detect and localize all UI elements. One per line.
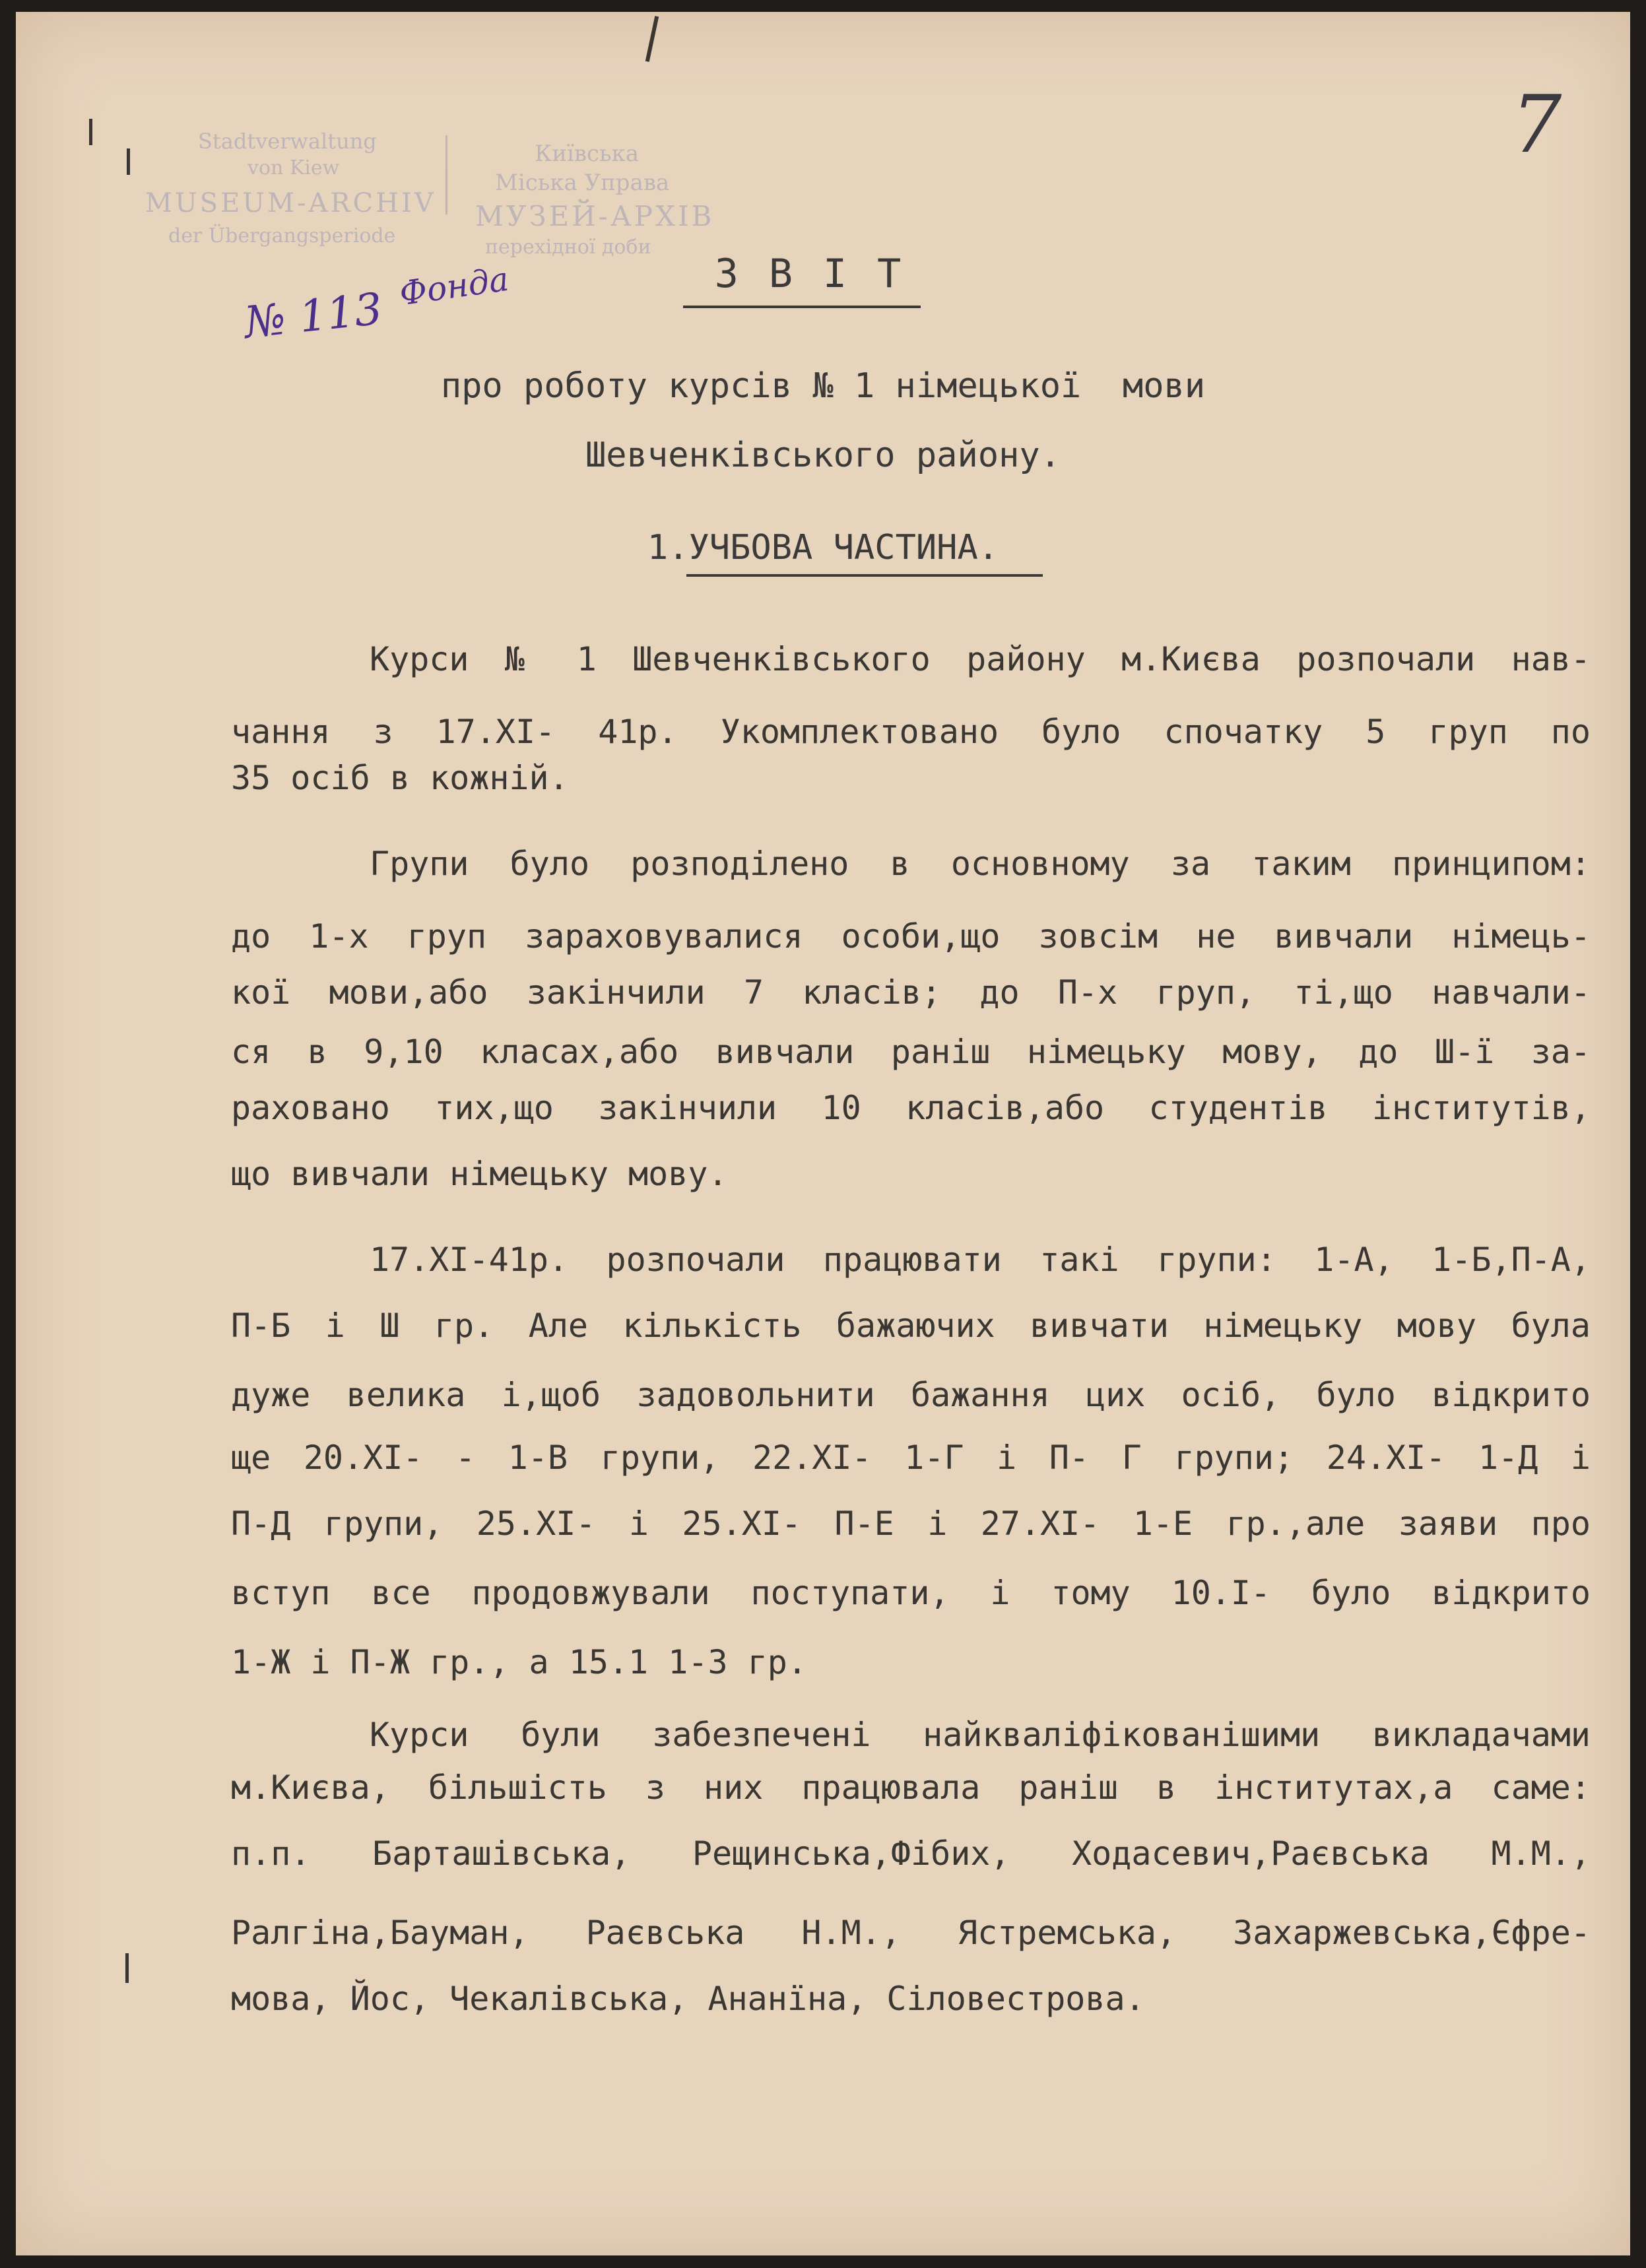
title-underline (683, 306, 921, 308)
ink-mark (127, 148, 130, 175)
text-line: П-Б і Ш гр. Але кількість бажаючих вивчати німецьку мову була (231, 1307, 1591, 1345)
text-line: до 1-х груп зараховувалися особи,що зовсім не вивчали німець- (231, 917, 1591, 956)
handwritten-fonda: Фонда (397, 259, 511, 313)
text-line: П-Д групи, 25.ХІ- і 25.ХІ- П-Е і 27.ХІ- 1-Е гр.,але заяви про (231, 1505, 1591, 1543)
stamp-right-line: Київська (535, 141, 640, 167)
text-line: ся в 9,10 класах,або вивчали раніш німецьку мову, до Ш-ї за- (231, 1033, 1591, 1071)
text-line: Курси № 1 Шевченківського району м.Києва розпочали нав- (370, 640, 1591, 678)
text-line: чання з 17.ХІ- 41р. Укомплектовано було спочатку 5 груп по (231, 713, 1591, 751)
subtitle-line: про роботу курсів № 1 німецької мови (440, 366, 1206, 406)
section-underline (686, 574, 1043, 577)
handwritten-number: № 113 (242, 283, 385, 348)
document-title: ЗВІТ (714, 251, 932, 297)
stamp-right-line: МУЗЕЙ-АРХІВ (475, 200, 715, 232)
handwritten-folio-number: 7 (1511, 79, 1562, 171)
subtitle-line: Шевченківського району. (585, 436, 1061, 475)
stamp-right-line: перехідної доби (485, 236, 651, 259)
section-heading: 1.УЧБОВА ЧАСТИНА. (647, 528, 999, 567)
text-line: мова, Йос, Чекалівська, Ананїна, Сіловестрова. (231, 1980, 1145, 2018)
text-line: 1-Ж і П-Ж гр., а 15.1 1-З гр. (231, 1643, 807, 1681)
text-line: Ралгіна,Бауман, Раєвська Н.М., Ястремська, Захаржевська,Єфре- (231, 1914, 1591, 1952)
stamp-left-line: von Kiew (247, 156, 340, 179)
text-line: 17.ХІ-41р. розпочали працювати такі групи: 1-А, 1-Б,П-А, (370, 1241, 1591, 1279)
text-line: вступ все продовжували поступати, і тому 10.І- було відкрито (231, 1574, 1591, 1612)
stamp-divider (445, 135, 447, 214)
text-line: п.п. Барташівська, Рещинська,Фібих, Ходасевич,Раєвська М.М., (231, 1834, 1591, 1873)
text-line: Курси були забезпечені найкваліфікованішими викладачами (370, 1716, 1591, 1754)
text-line: ще 20.ХІ- - 1-В групи, 22.ХІ- 1-Г і П- Г групи; 24.ХІ- 1-Д і (231, 1439, 1591, 1477)
text-line: дуже велика і,щоб задовольнити бажання цих осіб, було відкрито (231, 1376, 1591, 1414)
text-line: 35 осіб в кожній. (231, 759, 569, 797)
stamp-left-line: Stadtverwaltung (198, 129, 377, 154)
ink-mark (125, 1953, 129, 1983)
text-line: раховано тих,що закінчили 10 класів,або студентів інститутів, (231, 1089, 1591, 1127)
text-line: м.Києва, більшість з них працювала раніш в інститутах,а саме: (231, 1768, 1591, 1807)
text-line: Групи було розподілено в основному за таким принципом: (370, 845, 1591, 883)
stamp-left-line: der Übergangsperiode (168, 224, 396, 247)
text-line: що вивчали німецьку мову. (231, 1155, 728, 1193)
text-line: кої мови,або закінчили 7 класів; до П-х груп, ті,що навчали- (231, 973, 1591, 1012)
ink-mark (89, 119, 92, 145)
stamp-left-line: MUSEUM-ARCHIV (145, 188, 436, 218)
stamp-right-line: Міська Управа (495, 170, 670, 196)
